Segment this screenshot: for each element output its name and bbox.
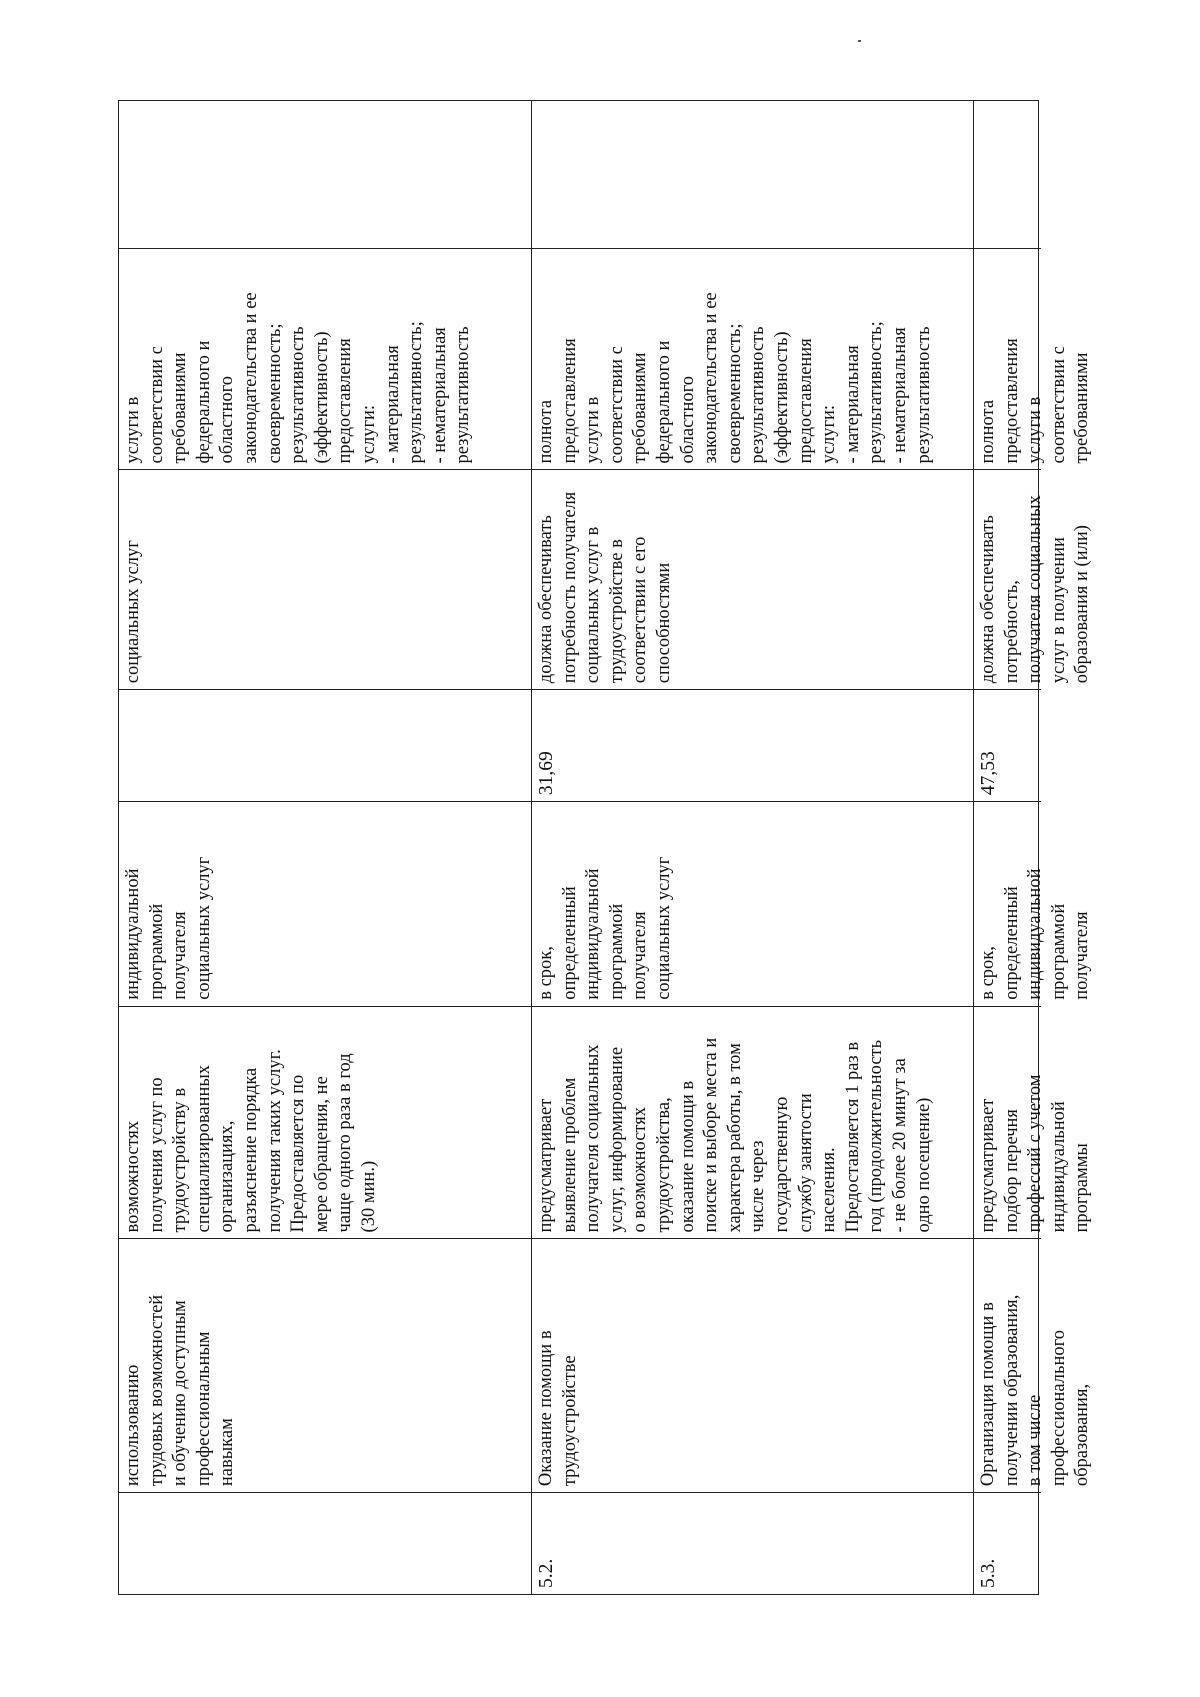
cell-term: в срок, определенный индивидуальной программой получателя: [974, 801, 1041, 1006]
cell-conditions: [119, 101, 531, 248]
services-table: [118, 100, 1093, 1595]
cell-service-name: Организация помощи в получении образования, в том числе профессионального образования,: [974, 1238, 1041, 1492]
cell-description: возможностях получения услуг по трудоустройству в специализированных организациях, разъяснение порядка получения таких услуг. Предоставляется по мере обращения, не чаще одного раза в год (30 мин.): [119, 1006, 531, 1239]
cell-conditions: [974, 101, 1041, 248]
cell-quality: полнота предоставления услуги в соответствии с требованиями: [974, 248, 1041, 470]
cell-description: предусматривает выявление проблем получателя социальных услуг, информирование о возможностях трудоустройства, оказание помощи в поиске и выборе места и характера работы, в том числе через государственную службу занятости населения. Предоставляется 1 раз в год (продолжительность - не более 20 минут за одно посещение): [532, 1006, 974, 1239]
cell-quality: услуги в соответствии с требованиями федерального и областного законодательства и ее своевременность; результативность (эффективность) предоставления услуги: - материальная результативность; - нематериальная результативность: [119, 248, 531, 470]
cell-volume: должна обеспечивать потребность получателя социальных услуг в трудоустройстве в соответствии с его способностями: [532, 470, 974, 690]
table-row: [973, 101, 1093, 1594]
cell-quality: полнота предоставления услуги в соответствии с требованиями федерального и областного законодательства и ее своевременность; результативность (эффективность) предоставления услуги: - материальная результативность; - нематериальная результативность: [532, 248, 974, 470]
cell-term: индивидуальной программой получателя социальных услуг: [119, 801, 531, 1006]
cell-tariff: 31,69: [532, 689, 974, 801]
table-row: [119, 101, 531, 1594]
cell-volume: социальных услуг: [119, 470, 531, 690]
cell-tariff: 47,53: [974, 689, 1041, 801]
cell-term: в срок, определенный индивидуальной программой получателя социальных услуг: [532, 801, 974, 1006]
table-row: [531, 101, 974, 1594]
cell-number: 5.3.: [974, 1492, 1041, 1594]
cell-volume: должна обеспечивать потребность, получателя социальных услуг в получении образования и (или): [974, 470, 1041, 690]
scan-speck: [858, 40, 861, 42]
cell-service-name: Оказание помощи в трудоустройстве: [532, 1238, 974, 1492]
cell-description: предусматривает подбор перечня профессий с учетом индивидуальной программы: [974, 1006, 1041, 1239]
cell-service-name: использованию трудовых возможностей и обучению доступным профессиональным навыкам: [119, 1238, 531, 1492]
cell-number: [119, 1492, 531, 1594]
cell-number: 5.2.: [532, 1492, 974, 1594]
cell-conditions: [532, 101, 974, 248]
cell-tariff: [119, 689, 531, 801]
